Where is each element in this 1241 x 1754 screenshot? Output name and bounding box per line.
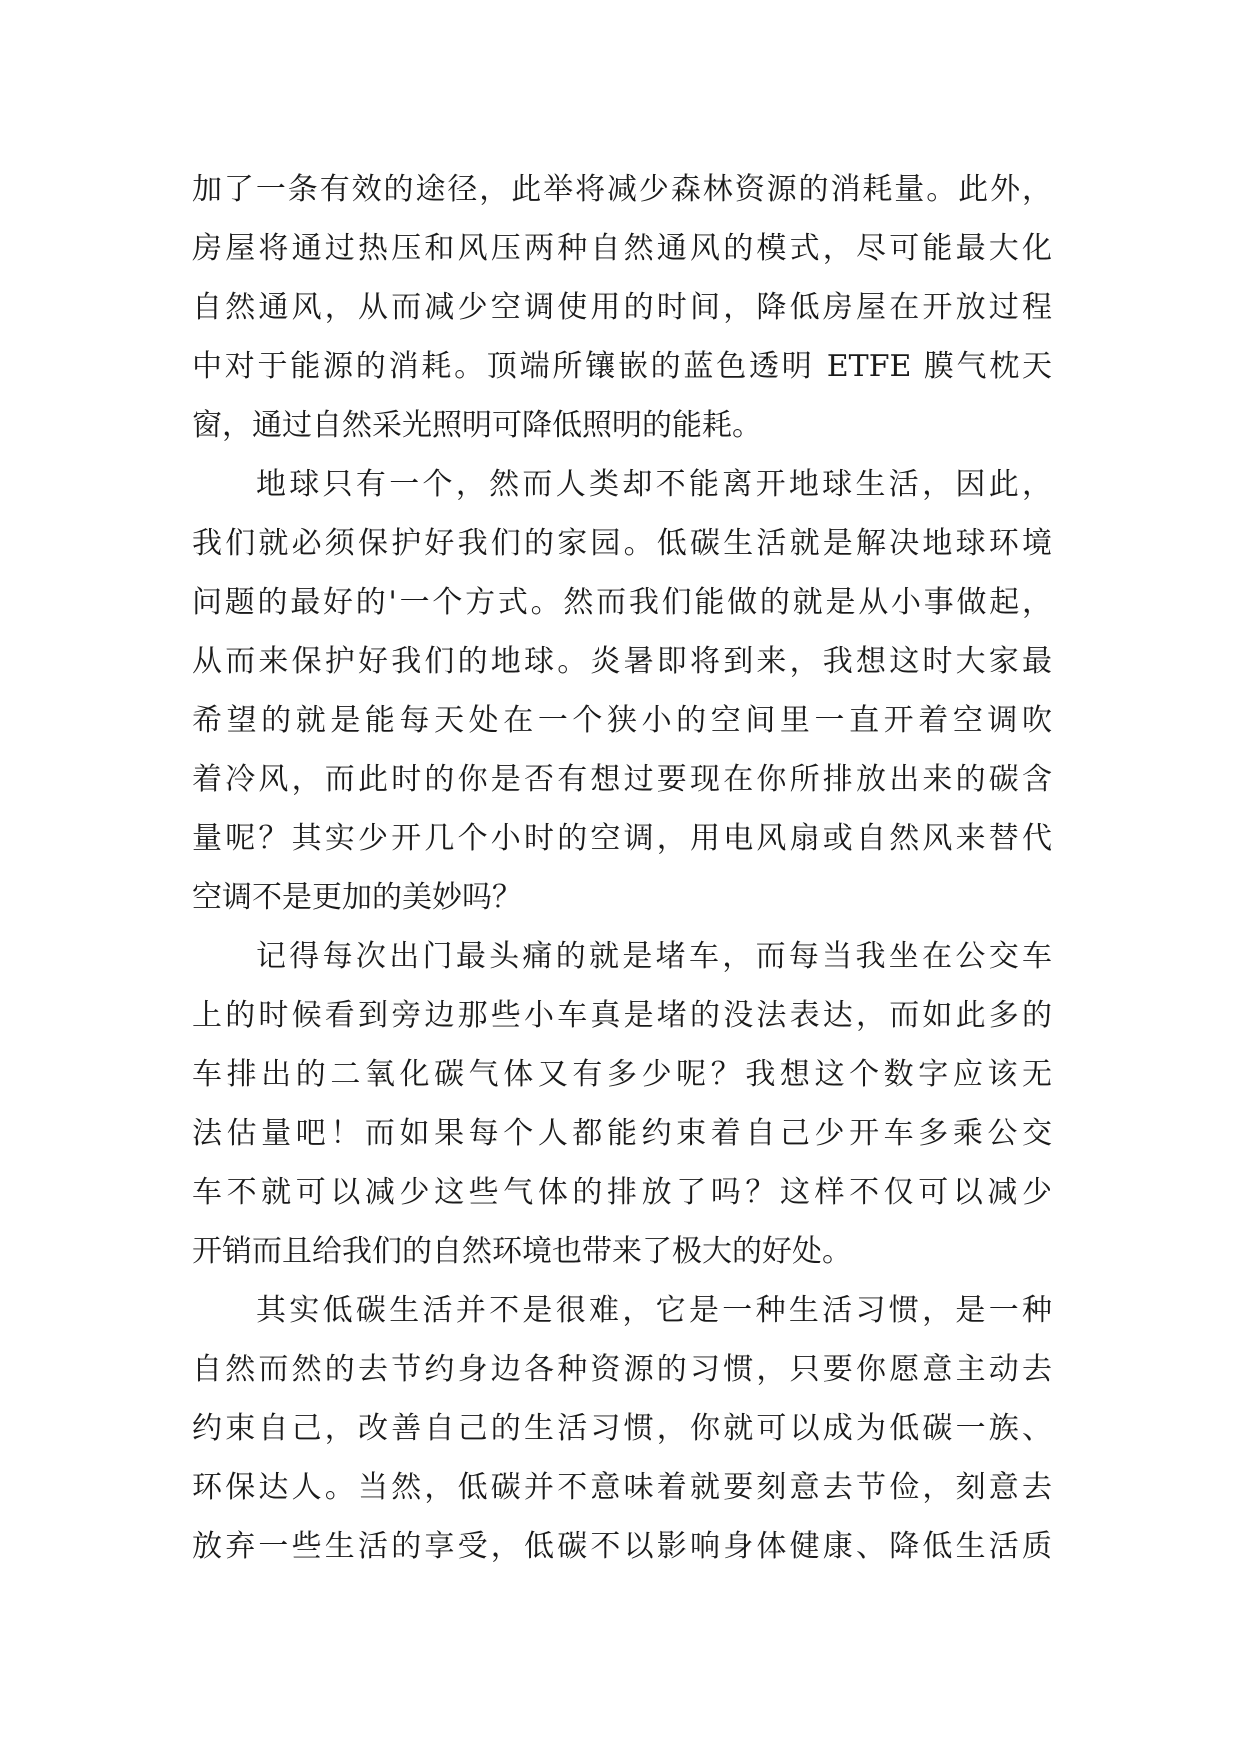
- text-line: 环保达人。当然，低碳并不意味着就要刻意去节俭，刻意去: [192, 1470, 1052, 1505]
- text-line: 空调不是更加的美妙吗？: [192, 880, 522, 915]
- text-line: 放弃一些生活的享受，低碳不以影响身体健康、降低生活质: [192, 1529, 1052, 1564]
- text-line: 自然而然的去节约身边各种资源的习惯，只要你愿意主动去: [192, 1352, 1052, 1387]
- text-line: 中对于能源的消耗。顶端所镶嵌的蓝色透明 ETFE 膜气枕天: [192, 349, 1052, 384]
- text-line: 开销而且给我们的自然环境也带来了极大的好处。: [192, 1234, 852, 1269]
- text-line: 着冷风，而此时的你是否有想过要现在你所排放出来的碳含: [192, 762, 1052, 797]
- text-line: 车排出的二氧化碳气体又有多少呢？我想这个数字应该无: [192, 1057, 1052, 1092]
- text-line: 从而来保护好我们的地球。炎暑即将到来，我想这时大家最: [192, 644, 1052, 679]
- text-line: 问题的最好的'一个方式。然而我们能做的就是从小事做起，: [192, 585, 1052, 620]
- text-line: 窗，通过自然采光照明可降低照明的能耗。: [192, 408, 762, 443]
- body-text: [192, 160, 1052, 1576]
- text-line: 法估量吧！而如果每个人都能约束着自己少开车多乘公交: [192, 1116, 1052, 1151]
- text-line: 其实低碳生活并不是很难，它是一种生活习惯，是一种: [256, 1293, 1052, 1328]
- text-line: 车不就可以减少这些气体的排放了吗？这样不仅可以减少: [192, 1175, 1052, 1210]
- text-line: 自然通风，从而减少空调使用的时间，降低房屋在开放过程: [192, 290, 1052, 325]
- text-line: 上的时候看到旁边那些小车真是堵的没法表达，而如此多的: [192, 998, 1052, 1033]
- text-line: 我们就必须保护好我们的家园。低碳生活就是解决地球环境: [192, 526, 1052, 561]
- text-line: 房屋将通过热压和风压两种自然通风的模式，尽可能最大化: [192, 231, 1052, 266]
- text-line: 记得每次出门最头痛的就是堵车，而每当我坐在公交车: [256, 939, 1052, 974]
- text-line: 地球只有一个，然而人类却不能离开地球生活，因此，: [256, 467, 1052, 502]
- text-line: 量呢？其实少开几个小时的空调，用电风扇或自然风来替代: [192, 821, 1052, 856]
- text-line: 约束自己，改善自己的生活习惯，你就可以成为低碳一族、: [192, 1411, 1052, 1446]
- text-line: 加了一条有效的途径，此举将减少森林资源的消耗量。此外，: [192, 172, 1052, 207]
- text-line: 希望的就是能每天处在一个狭小的空间里一直开着空调吹: [192, 703, 1052, 738]
